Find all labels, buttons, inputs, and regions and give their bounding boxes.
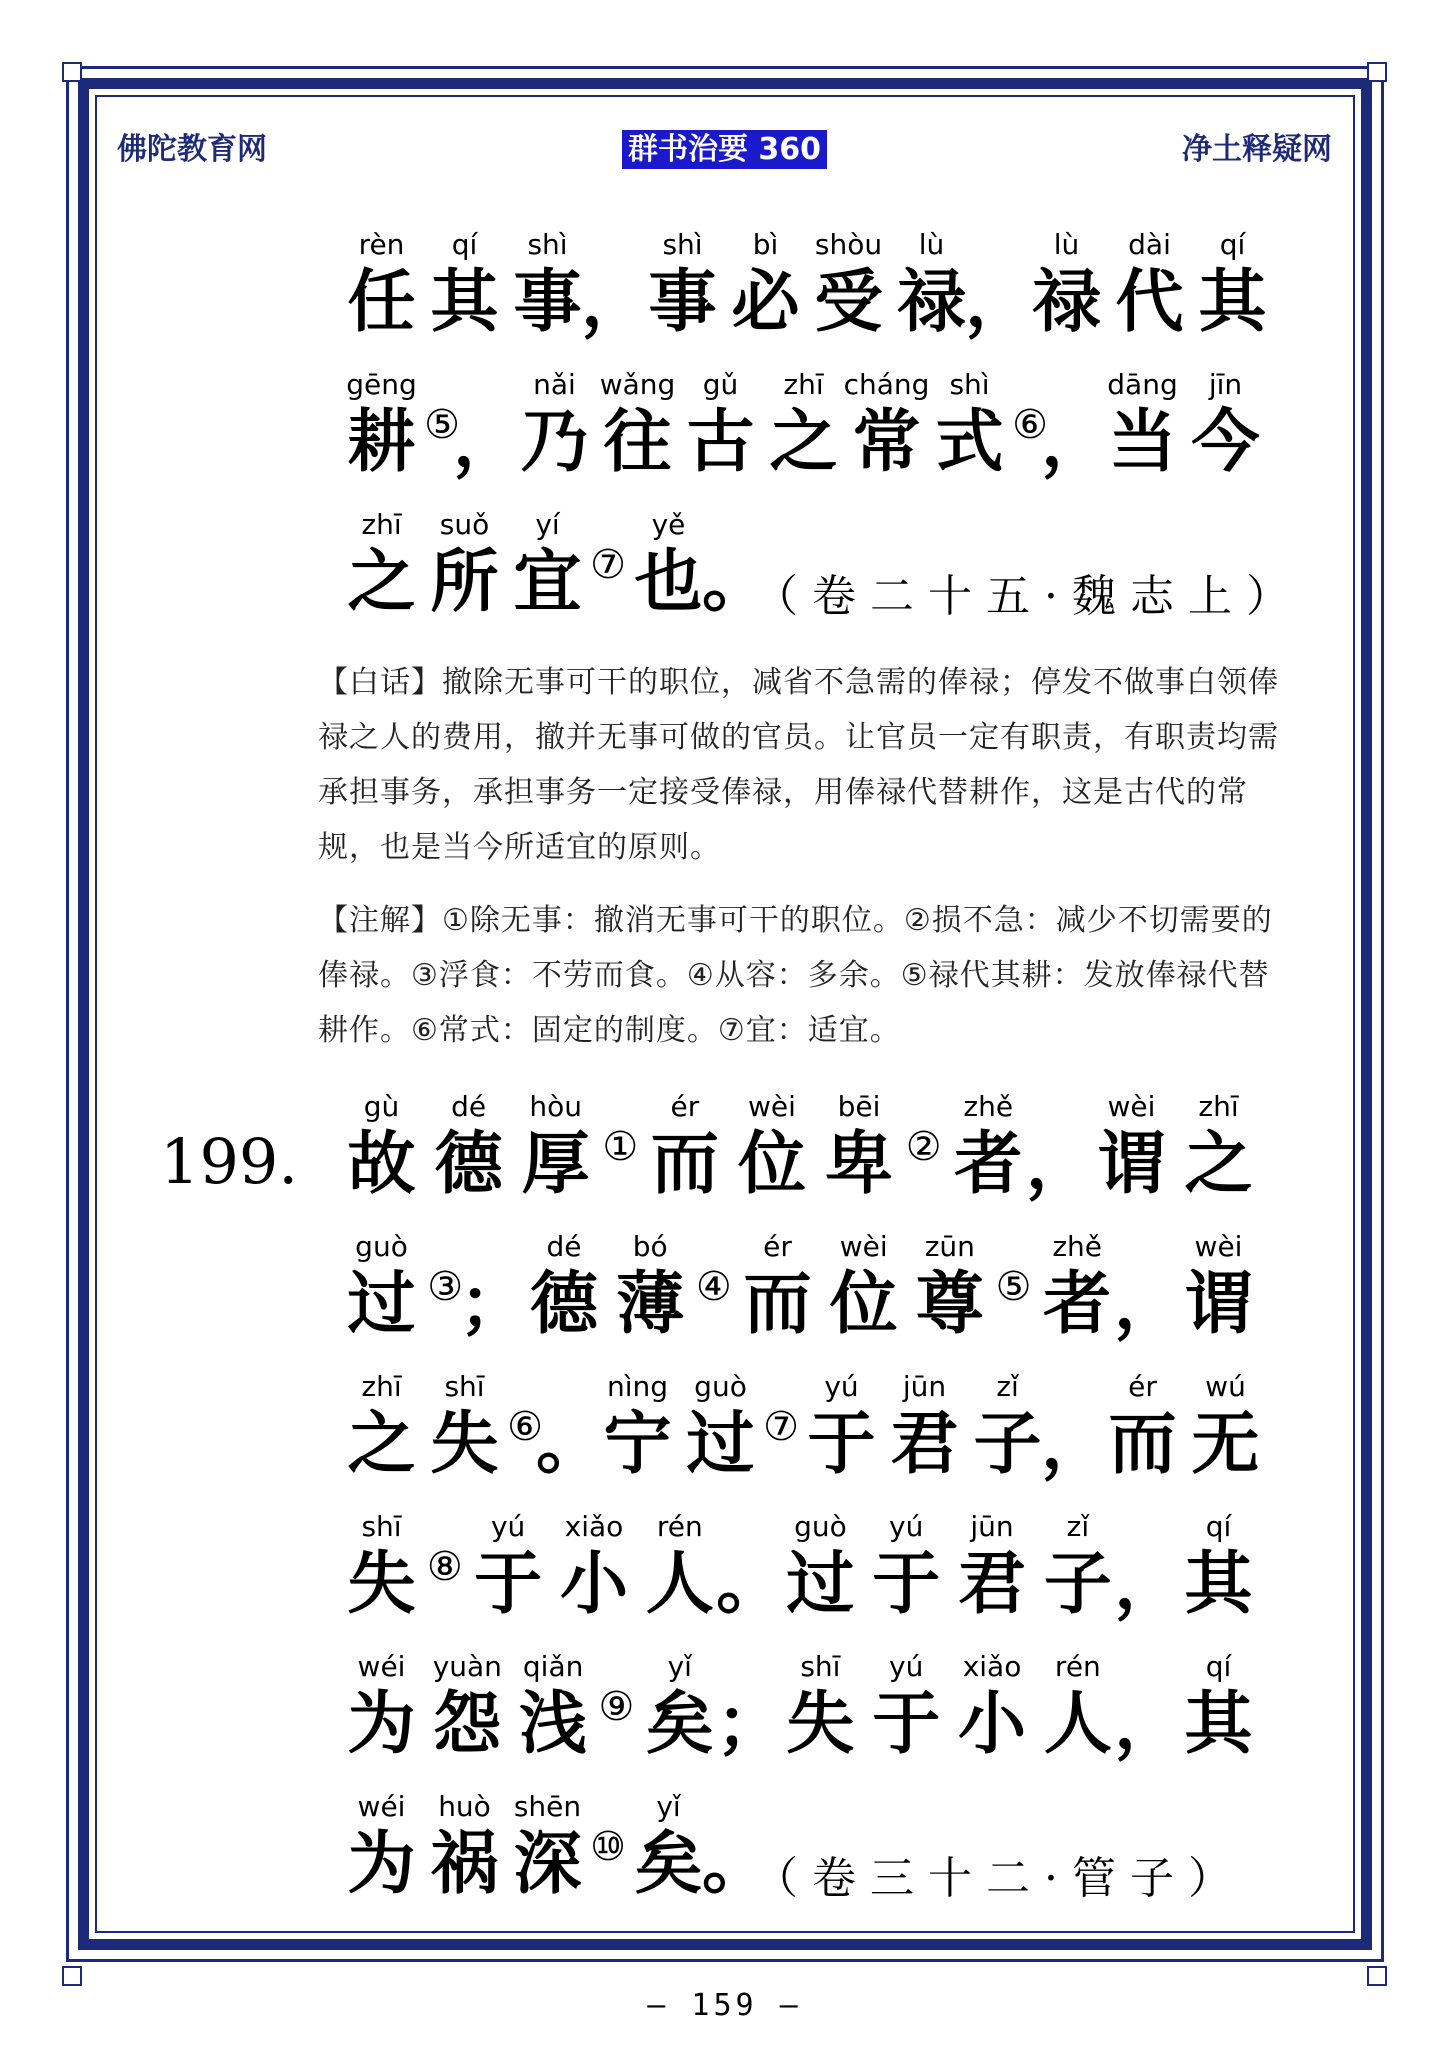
hanzi-character: 位 <box>737 1124 806 1204</box>
punctuation: ， <box>452 402 522 482</box>
pinyin: xiǎo <box>962 1650 1022 1683</box>
hanzi-character: 事 <box>648 262 717 342</box>
pinyin: rén <box>1054 1650 1101 1683</box>
pinyin: dài <box>1128 228 1171 261</box>
hanzi-character: 谓 <box>1184 1264 1253 1344</box>
footnote-marker: ⑨ <box>598 1684 635 1730</box>
hanzi-character: 怨 <box>433 1684 502 1764</box>
hanzi-character: 过 <box>686 1404 755 1484</box>
frame-corner-top-left <box>62 62 82 82</box>
pinyin: yuàn <box>432 1650 502 1683</box>
pinyin: bó <box>632 1230 668 1263</box>
footnote-marker: ⑤ <box>424 402 460 448</box>
pinyin: rèn <box>358 228 405 261</box>
zhujie-notes: 【注解】①除无事：撤消无事可干的职位。②损不急：减少不切需要的俸禄。③浮食：不劳而食。④从容：多余。⑤禄代其耕：发放俸禄代替耕作。⑥常式：固定的制度。⑦宜：适宜。 <box>318 903 1273 1048</box>
punctuation: ， <box>1040 1404 1110 1484</box>
pinyin: yú <box>490 1510 526 1543</box>
hanzi-character: 矣 <box>645 1684 714 1764</box>
hanzi-character: 而 <box>1108 1404 1177 1484</box>
pinyin: yě <box>651 508 686 541</box>
pinyin: qí <box>1205 1650 1232 1683</box>
pinyin: suǒ <box>439 508 490 541</box>
pinyin: jūn <box>902 1370 947 1403</box>
hanzi-character: 失 <box>430 1404 499 1484</box>
pinyin: ér <box>763 1230 792 1263</box>
hanzi-character: 而 <box>650 1124 719 1204</box>
pinyin: zhī <box>361 1370 402 1403</box>
pinyin: qí <box>1219 228 1246 261</box>
punctuation: ， <box>964 262 1034 342</box>
pinyin: wéi <box>357 1650 406 1683</box>
pinyin: ér <box>670 1090 700 1123</box>
pinyin: qí <box>451 228 478 261</box>
hanzi-character: 小 <box>559 1544 628 1624</box>
hanzi-character: 其 <box>430 262 499 342</box>
pinyin: nǎi <box>533 368 576 401</box>
hanzi-character: 于 <box>807 1404 876 1484</box>
pinyin: zǐ <box>1066 1510 1090 1543</box>
pinyin: lù <box>918 228 945 261</box>
punctuation: ， <box>1114 1544 1183 1624</box>
pinyin: rén <box>656 1510 703 1543</box>
footnote-marker: ⑧ <box>426 1544 463 1590</box>
hanzi-character: 事 <box>513 262 582 342</box>
pinyin: gù <box>363 1090 400 1123</box>
frame-corner-bottom-right <box>1367 1966 1387 1986</box>
pinyin: shī <box>444 1370 485 1403</box>
footnote-marker: ⑩ <box>590 1824 626 1870</box>
hanzi-character: 于 <box>872 1684 941 1764</box>
hanzi-character: 宁 <box>603 1404 672 1484</box>
pinyin: cháng <box>843 368 930 401</box>
hanzi-character: 其 <box>1184 1544 1253 1624</box>
pinyin: jūn <box>970 1510 1014 1543</box>
pinyin: shì <box>527 228 568 261</box>
hanzi-character: 者 <box>954 1124 1023 1204</box>
hanzi-character: 失 <box>786 1684 855 1764</box>
hanzi-character: 人 <box>1043 1684 1112 1764</box>
pinyin: yú <box>889 1650 924 1683</box>
punctuation: 。 <box>535 1404 605 1484</box>
footnote-marker: ④ <box>695 1264 732 1310</box>
hanzi-character: 其 <box>1184 1684 1253 1764</box>
pinyin: shī <box>800 1650 841 1683</box>
hanzi-character: 于 <box>872 1544 941 1624</box>
pinyin: guò <box>355 1230 408 1263</box>
pinyin: hòu <box>529 1090 582 1123</box>
pinyin: ér <box>1128 1370 1157 1403</box>
pinyin: jīn <box>1208 368 1243 401</box>
pinyin: gēng <box>346 368 417 401</box>
hanzi-character: 过 <box>786 1544 855 1624</box>
pinyin: zhě <box>1052 1230 1102 1263</box>
pinyin: shì <box>662 228 703 261</box>
hanzi-character: 过 <box>347 1264 416 1344</box>
pinyin: guò <box>694 1370 747 1403</box>
footnote-marker: ③ <box>427 1264 464 1310</box>
hanzi-character: 尊 <box>915 1264 984 1344</box>
header-site-right: 净土释疑网 <box>1182 132 1332 167</box>
hanzi-character: 之 <box>1184 1124 1253 1204</box>
pinyin: zhě <box>963 1090 1014 1123</box>
hanzi-character: 君 <box>958 1544 1027 1624</box>
hanzi-character: 谓 <box>1097 1124 1166 1204</box>
header-site-left: 佛陀教育网 <box>117 132 267 167</box>
hanzi-character: 禄 <box>897 262 966 342</box>
hanzi-character: 于 <box>474 1544 543 1624</box>
pinyin: zūn <box>924 1230 975 1263</box>
pinyin: wéi <box>357 1790 406 1823</box>
hanzi-character: 无 <box>1191 1404 1260 1484</box>
pinyin: zhī <box>783 368 824 401</box>
pinyin: zhī <box>361 508 402 541</box>
footnote-marker: ⑦ <box>763 1404 799 1450</box>
pinyin: xiǎo <box>564 1510 624 1543</box>
pinyin: dāng <box>1107 368 1178 401</box>
hanzi-character: 常 <box>852 402 921 482</box>
pinyin: wèi <box>1107 1090 1156 1123</box>
pinyin: shī <box>361 1510 402 1543</box>
pinyin: wǎng <box>599 368 676 401</box>
punctuation: ； <box>459 1264 528 1344</box>
pinyin: gǔ <box>702 368 739 401</box>
hanzi-character: 深 <box>513 1824 582 1904</box>
hanzi-character: 当 <box>1108 402 1177 482</box>
pinyin: wèi <box>839 1230 888 1263</box>
pinyin: yú <box>824 1370 859 1403</box>
hanzi-character: 祸 <box>430 1824 499 1904</box>
pinyin: huò <box>438 1790 491 1823</box>
pinyin: shòu <box>814 228 883 261</box>
hanzi-character: 代 <box>1115 262 1184 342</box>
pinyin: qiǎn <box>522 1650 584 1683</box>
punctuation: 。 <box>701 542 771 622</box>
pinyin: bì <box>752 228 779 261</box>
punctuation: ， <box>1040 402 1110 482</box>
punctuation: ， <box>1025 1124 1094 1204</box>
hanzi-character: 德 <box>529 1264 599 1344</box>
source-citation: （卷二十五·魏志上） <box>754 571 1304 622</box>
footnote-marker: ⑦ <box>590 542 626 588</box>
pinyin: zhī <box>1198 1090 1239 1123</box>
verse-number: 199. <box>160 1125 299 1198</box>
pinyin: guò <box>794 1510 847 1543</box>
pinyin: qí <box>1205 1510 1232 1543</box>
hanzi-character: 君 <box>890 1404 959 1484</box>
hanzi-character: 人 <box>645 1544 714 1624</box>
hanzi-character: 薄 <box>616 1264 685 1344</box>
hanzi-character: 也 <box>634 542 703 622</box>
hanzi-character: 禄 <box>1032 262 1101 342</box>
hanzi-character: 乃 <box>520 402 589 482</box>
punctuation: ， <box>580 262 650 342</box>
hanzi-character: 之 <box>769 402 838 482</box>
footnote-marker: ⑥ <box>1012 402 1048 448</box>
hanzi-character: 耕 <box>347 402 416 482</box>
pinyin: dé <box>451 1090 487 1123</box>
hanzi-character: 其 <box>1198 262 1267 342</box>
hanzi-character: 之 <box>347 1404 416 1484</box>
punctuation: ， <box>1113 1264 1182 1344</box>
pinyin: shēn <box>513 1790 582 1823</box>
hanzi-character: 之 <box>347 542 416 622</box>
hanzi-character: 所 <box>430 542 499 622</box>
hanzi-character: 子 <box>1043 1544 1112 1624</box>
pinyin: nìng <box>606 1370 669 1403</box>
punctuation: 。 <box>701 1824 771 1904</box>
hanzi-character: 古 <box>686 402 755 482</box>
pinyin: yǐ <box>656 1790 681 1823</box>
hanzi-character: 子 <box>973 1404 1042 1484</box>
hanzi-character: 为 <box>347 1684 416 1764</box>
hanzi-character: 浅 <box>519 1684 588 1764</box>
pinyin: yǐ <box>667 1650 692 1683</box>
pinyin: yú <box>889 1510 924 1543</box>
pinyin: zǐ <box>996 1370 1019 1403</box>
hanzi-character: 厚 <box>521 1124 590 1204</box>
hanzi-character: 而 <box>743 1264 812 1344</box>
pinyin: yí <box>535 508 560 541</box>
hanzi-character: 今 <box>1191 402 1260 482</box>
hanzi-character: 矣 <box>634 1824 703 1904</box>
punctuation: ， <box>1114 1684 1183 1764</box>
footnote-marker: ② <box>905 1124 942 1170</box>
hanzi-character: 位 <box>829 1264 898 1344</box>
punctuation: 。 <box>716 1544 785 1624</box>
pinyin: wèi <box>748 1090 796 1123</box>
pinyin: shì <box>949 368 990 401</box>
footnote-marker: ⑤ <box>995 1264 1032 1310</box>
hanzi-character: 故 <box>347 1124 416 1204</box>
hanzi-character: 式 <box>935 402 1004 482</box>
hanzi-character: 宜 <box>513 542 582 622</box>
hanzi-character: 小 <box>958 1684 1027 1764</box>
pinyin: dé <box>546 1230 582 1263</box>
source-citation: （卷三十二·管子） <box>754 1853 1246 1904</box>
hanzi-character: 往 <box>603 402 672 482</box>
footnote-marker: ⑥ <box>507 1404 543 1450</box>
hanzi-character: 必 <box>731 262 800 342</box>
footnote-marker: ① <box>602 1124 639 1170</box>
hanzi-character: 者 <box>1043 1264 1112 1344</box>
pinyin: wèi <box>1194 1230 1243 1263</box>
page-number: – 159 – <box>647 1988 802 2023</box>
frame-corner-top-right <box>1367 62 1387 82</box>
hanzi-character: 任 <box>347 262 416 342</box>
pinyin: lù <box>1053 228 1080 261</box>
pinyin: bēi <box>837 1090 881 1123</box>
punctuation: ； <box>716 1684 785 1764</box>
hanzi-character: 卑 <box>825 1124 894 1204</box>
header-title-text: 群书治要 360 <box>622 130 827 169</box>
pinyin: wú <box>1205 1370 1246 1403</box>
hanzi-character: 失 <box>347 1544 416 1624</box>
hanzi-character: 德 <box>434 1124 503 1204</box>
baihua-translation: 【白话】撤除无事可干的职位，减省不急需的俸禄；停发不做事白领俸禄之人的费用，撤并无事可做的官员。让官员一定有职责，有职责均需承担事务，承担事务一定接受俸禄，用俸禄代替耕作，这是古代的常规，也是当今所适宜的原则。 <box>318 665 1279 865</box>
frame-corner-bottom-left <box>62 1966 82 1986</box>
hanzi-character: 为 <box>347 1824 416 1904</box>
hanzi-character: 受 <box>814 262 883 342</box>
